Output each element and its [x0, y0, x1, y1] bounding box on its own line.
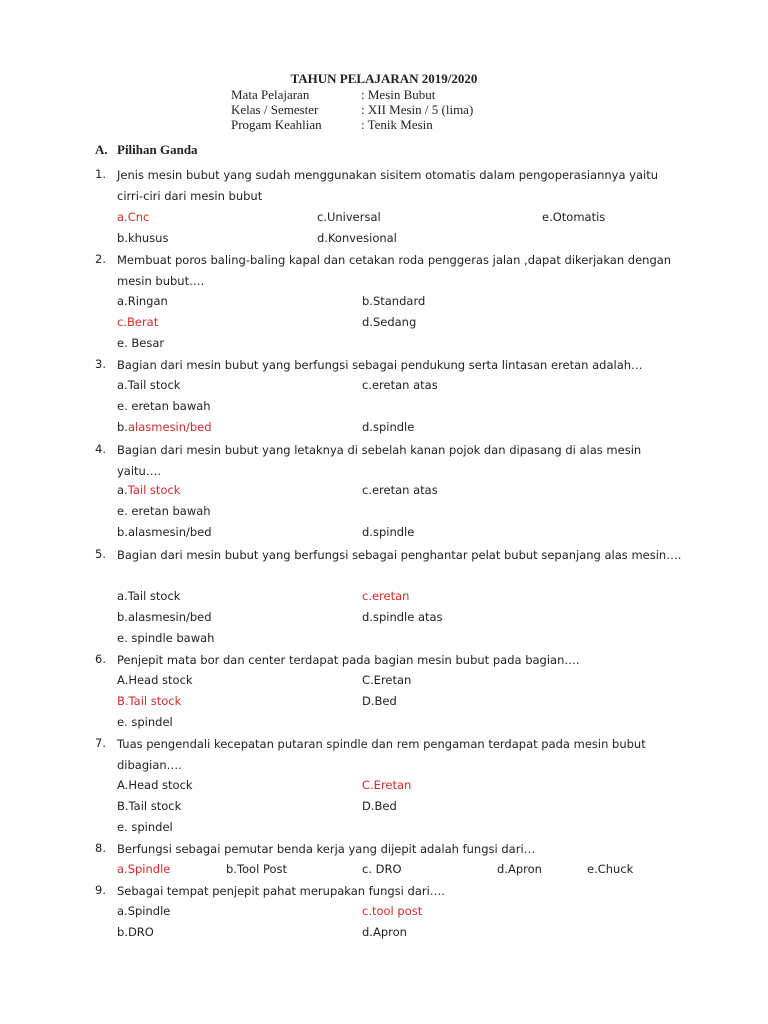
option-4d[interactable]: d.spindle: [362, 525, 415, 539]
option-3a[interactable]: a.Tail stock: [117, 378, 181, 392]
option-3e[interactable]: e. eretan bawah: [117, 399, 211, 413]
option-3d[interactable]: d.spindle: [362, 420, 415, 434]
option-2b[interactable]: b.Standard: [362, 294, 426, 308]
question-number: 1.: [95, 167, 106, 181]
option-2e[interactable]: e. Besar: [117, 336, 165, 350]
option-6c[interactable]: C.Eretan: [362, 673, 412, 687]
info-value: : XII Mesin / 5 (lima): [361, 102, 474, 117]
option-1c[interactable]: c.Universal: [317, 210, 381, 224]
question-text: Bagian dari mesin bubut yang letaknya di sebelah kanan pojok dan dipasang di alas mesin yaitu….: [117, 443, 642, 478]
option-4c[interactable]: c.eretan atas: [362, 483, 438, 497]
option-6b[interactable]: B.Tail stock: [117, 694, 182, 708]
option-9d[interactable]: d.Apron: [362, 925, 407, 939]
option-2a[interactable]: a.Ringan: [117, 294, 168, 308]
option-4e[interactable]: e. eretan bawah: [117, 504, 211, 518]
option-9b[interactable]: b.DRO: [117, 925, 154, 939]
option-1a[interactable]: a.Cnc: [117, 210, 150, 224]
info-row-program: [231, 117, 433, 133]
exam-title: TAHUN PELAJARAN 2019/2020: [290, 71, 478, 86]
option-6e[interactable]: e. spindel: [117, 715, 173, 729]
info-value: : Mesin Bubut: [361, 87, 436, 102]
option-6d[interactable]: D.Bed: [362, 694, 397, 708]
question-number: 3.: [95, 357, 106, 371]
option-1e[interactable]: e.Otomatis: [542, 210, 606, 224]
option-7e[interactable]: e. spindel: [117, 820, 173, 834]
option-letter: a.: [117, 483, 128, 497]
info-key: Mata Pelajaran: [231, 87, 310, 102]
question-number: 6.: [95, 652, 106, 666]
info-row-subject: [231, 87, 435, 103]
section-heading: [95, 142, 198, 158]
option-9a[interactable]: a.Spindle: [117, 904, 171, 918]
option-2c[interactable]: c.Berat: [117, 315, 159, 329]
question-text: Sebagai tempat penjepit pahat merupakan fungsi dari….: [117, 884, 445, 898]
option-8e[interactable]: e.Chuck: [587, 862, 634, 876]
option-7d[interactable]: D.Bed: [362, 799, 397, 813]
info-value: : Tenik Mesin: [361, 117, 433, 132]
option-1d[interactable]: d.Konvesional: [317, 231, 397, 245]
option-1b[interactable]: b.khusus: [117, 231, 169, 245]
question-number: 4.: [95, 442, 106, 456]
question-text: Bagian dari mesin bubut yang berfungsi sebagai pendukung serta lintasan eretan adalah…: [117, 358, 643, 372]
option-2d[interactable]: d.Sedang: [362, 315, 417, 329]
question-text: Berfungsi sebagai pemutar benda kerja yang dijepit adalah fungsi dari…: [117, 842, 536, 856]
option-5e[interactable]: e. spindle bawah: [117, 631, 215, 645]
option-9c[interactable]: c.tool post: [362, 904, 423, 918]
option-4a[interactable]: [117, 483, 180, 497]
option-5a[interactable]: a.Tail stock: [117, 589, 181, 603]
section-title: Pilihan Ganda: [117, 142, 198, 157]
question-text: Membuat poros baling-baling kapal dan cetakan roda penggeras jalan ,dapat dikerjakan dengan mesin bubut….: [117, 253, 672, 288]
option-7a[interactable]: A.Head stock: [117, 778, 193, 792]
option-8c[interactable]: c. DRO: [362, 862, 402, 876]
option-5d[interactable]: d.spindle atas: [362, 610, 443, 624]
question-text: Penjepit mata bor dan center terdapat pada bagian mesin bubut pada bagian….: [117, 653, 580, 667]
question-text: Bagian dari mesin bubut yang berfungsi sebagai penghantar pelat bubut sepanjang alas mesin….: [117, 548, 682, 562]
option-7b[interactable]: B.Tail stock: [117, 799, 182, 813]
question-number: 5.: [95, 547, 106, 561]
option-7c[interactable]: C.Eretan: [362, 778, 412, 792]
option-8a[interactable]: a.Spindle: [117, 862, 171, 876]
option-6a[interactable]: A.Head stock: [117, 673, 193, 687]
option-5b[interactable]: b.alasmesin/bed: [117, 610, 212, 624]
question-number: 2.: [95, 252, 106, 266]
question-number: 9.: [95, 883, 106, 897]
option-5c[interactable]: c.eretan: [362, 589, 410, 603]
option-4b[interactable]: b.alasmesin/bed: [117, 525, 212, 539]
info-row-class: [231, 102, 473, 118]
question-text: Tuas pengendali kecepatan putaran spindle dan rem pengaman terdapat pada mesin bubut dibagian….: [117, 737, 646, 772]
question-text: Jenis mesin bubut yang sudah menggunakan sisitem otomatis dalam pengoperasiannya yaitu cirri-ciri dari mesin bubut: [117, 168, 659, 203]
question-number: 7.: [95, 736, 106, 750]
info-key: Progam Keahlian: [231, 117, 322, 132]
option-8b[interactable]: b.Tool Post: [226, 862, 288, 876]
option-letter: b.: [117, 420, 128, 434]
info-key: Kelas / Semester: [231, 102, 319, 117]
option-3b[interactable]: [117, 420, 212, 434]
option-answer: Tail stock: [127, 483, 181, 497]
question-number: 8.: [95, 841, 106, 855]
option-answer: alasmesin/bed: [127, 420, 212, 434]
section-letter: A.: [95, 142, 108, 157]
option-3c[interactable]: c.eretan atas: [362, 378, 438, 392]
option-8d[interactable]: d.Apron: [497, 862, 542, 876]
